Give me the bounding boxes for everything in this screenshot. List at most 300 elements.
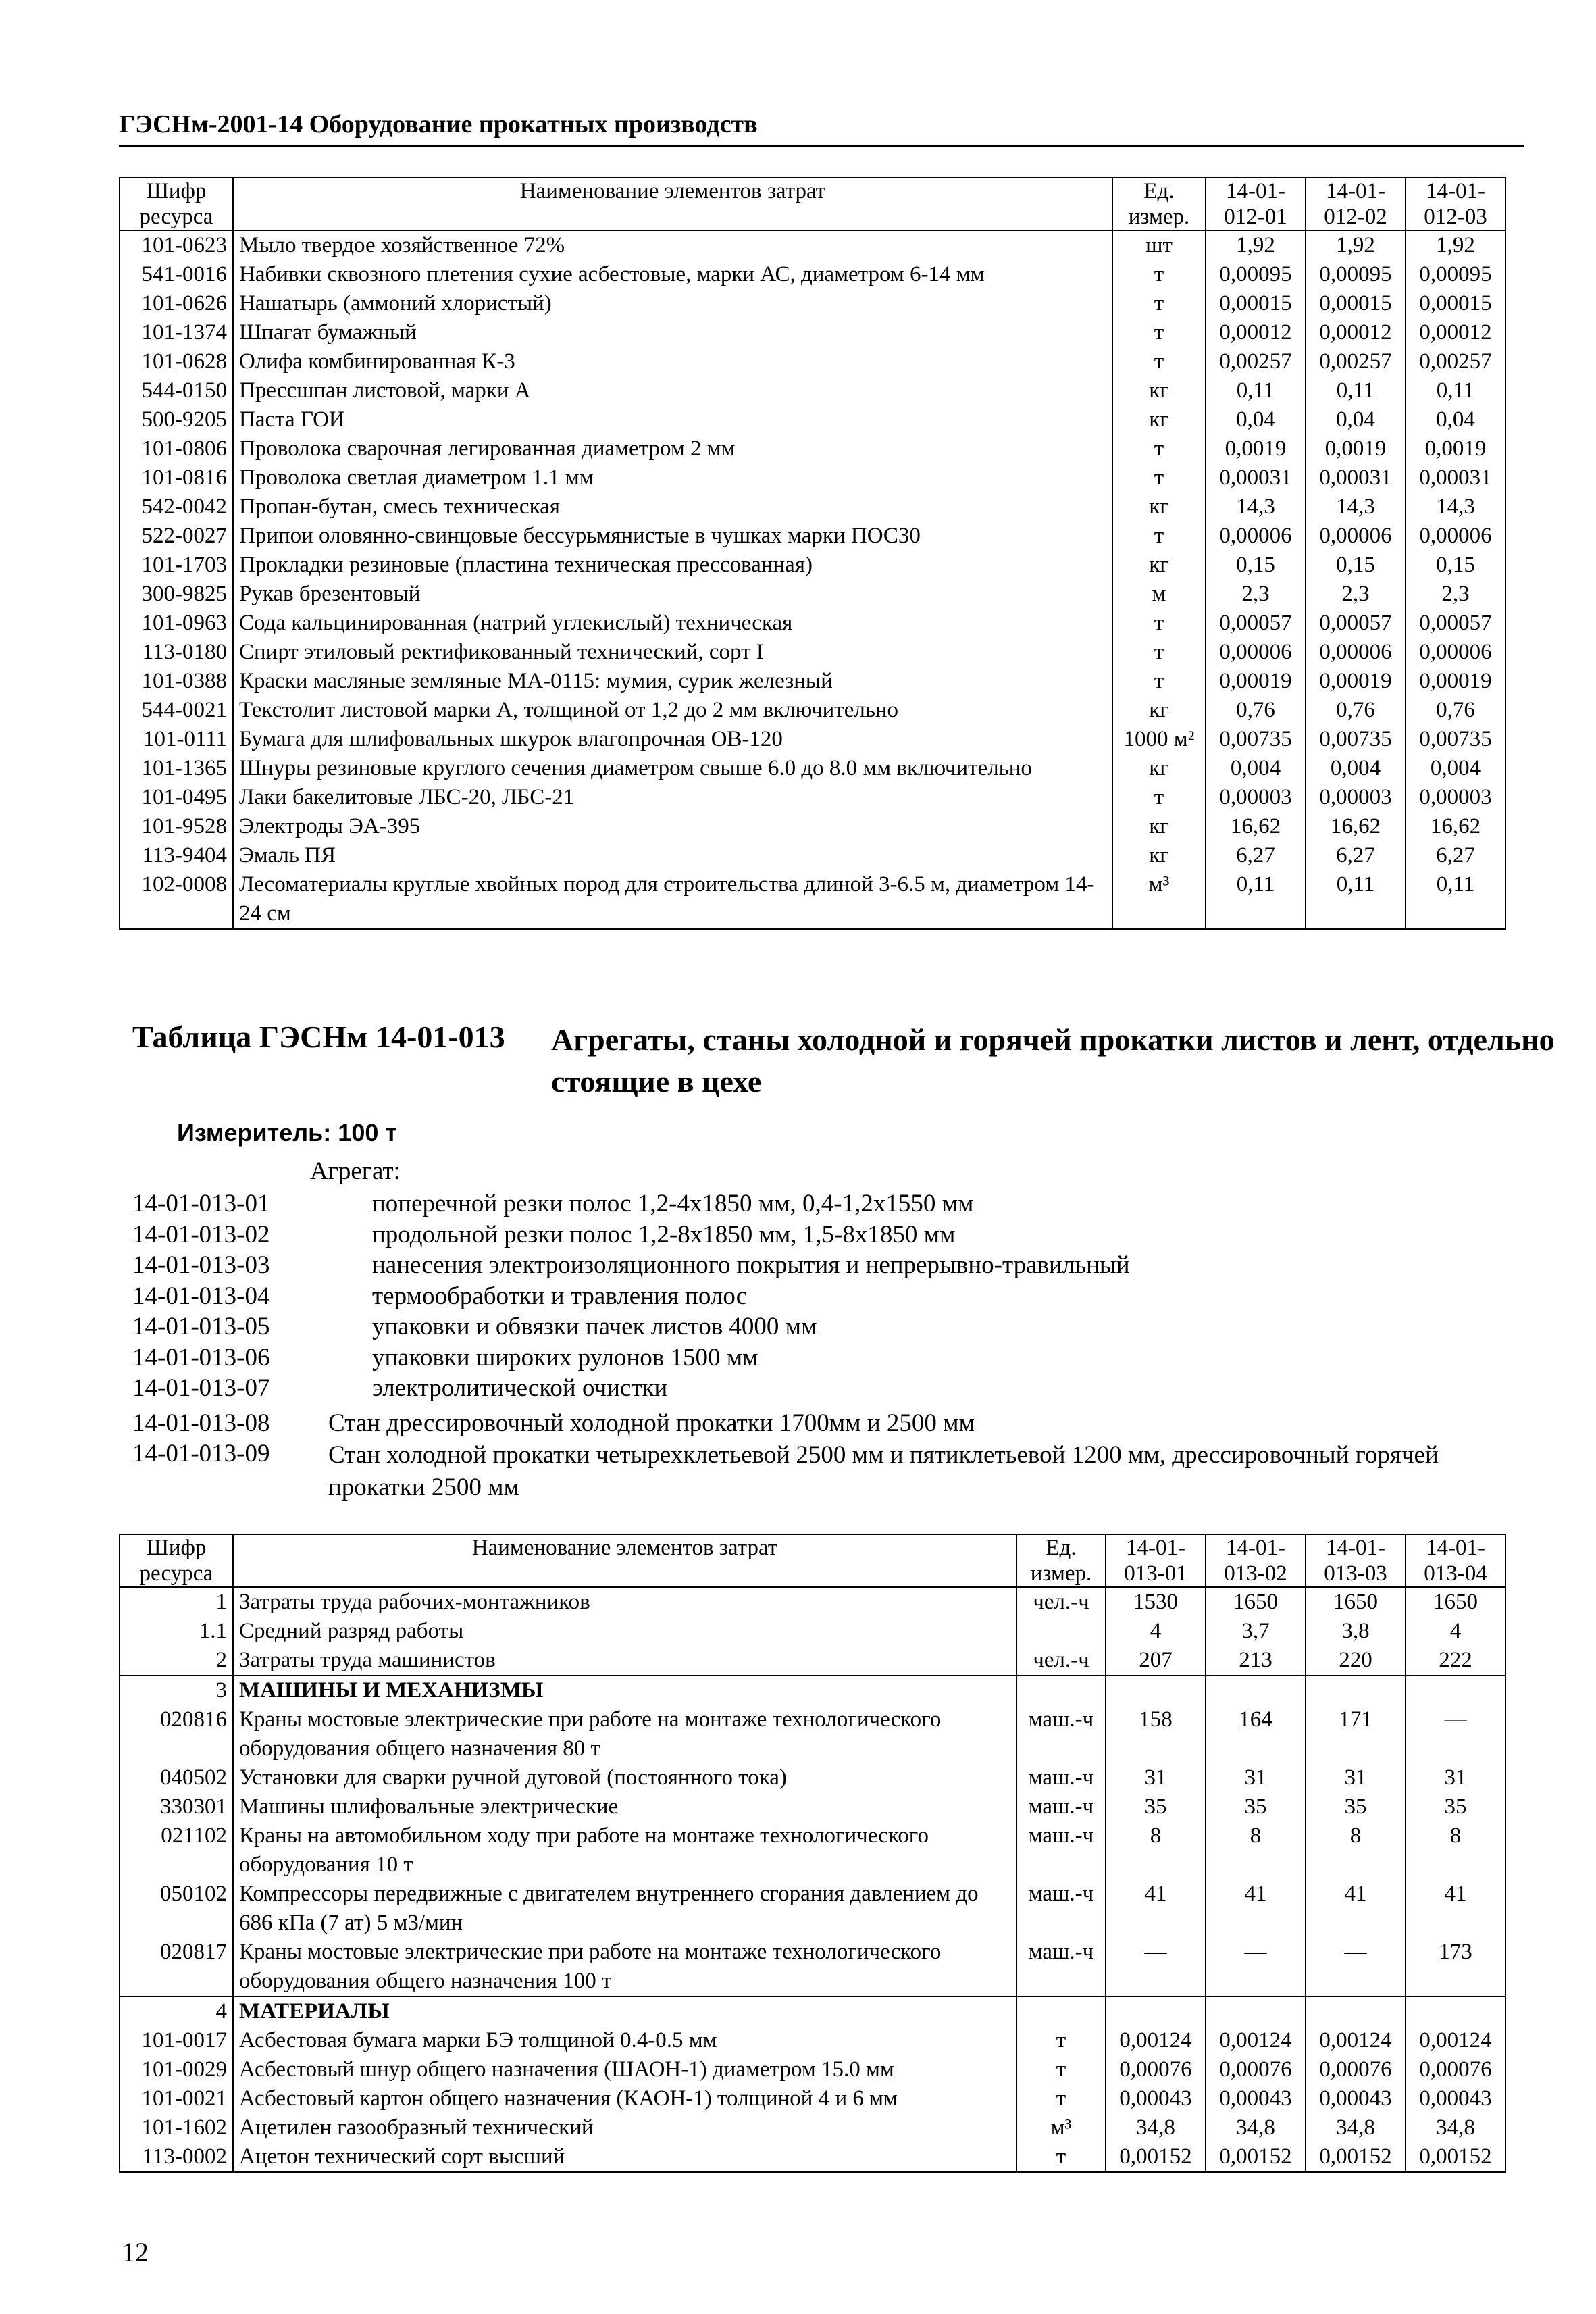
resource-code-cell: 101-9528 [120, 812, 233, 841]
table-row [120, 2084, 1505, 2113]
value-cell: 2,3 [1406, 580, 1505, 609]
value-cell: 0,00012 [1206, 318, 1306, 347]
column-header-013-03: 14-01-013-03 [1306, 1534, 1406, 1587]
value-cell: 173 [1406, 1938, 1505, 1996]
value-cell: 158 [1106, 1705, 1206, 1763]
value-cell: 0,00095 [1306, 260, 1406, 289]
unit-cell: т [1016, 2026, 1106, 2055]
resource-code-cell: 021102 [120, 1821, 233, 1880]
value-cell: 0,00124 [1206, 2026, 1306, 2055]
resource-name-cell: Электроды ЭА-395 [233, 812, 1112, 841]
code-list-description: поперечной резки полос 1,2-4х1850 мм, 0,4-1,2х1550 мм [372, 1190, 974, 1217]
value-cell: 0,00031 [1306, 463, 1406, 493]
resource-code-cell: 101-1703 [120, 551, 233, 580]
value-cell: 6,27 [1206, 841, 1306, 870]
unit-cell: т [1112, 289, 1206, 318]
table-row [120, 551, 1505, 580]
resource-name-cell: Набивки сквозного плетения сухие асбестовые, марки АС, диаметром 6-14 мм [233, 260, 1112, 289]
resource-code-cell: 2 [120, 1646, 233, 1676]
column-header-unit: Ед. измер. [1112, 178, 1206, 230]
value-cell: 31 [1106, 1763, 1206, 1792]
unit-cell: кг [1112, 841, 1206, 870]
value-cell: 0,11 [1306, 376, 1406, 405]
value-cell: 14,3 [1306, 493, 1406, 522]
unit-cell: кг [1112, 376, 1206, 405]
value-cell: 0,00015 [1406, 289, 1505, 318]
resource-code-cell: 020816 [120, 1705, 233, 1763]
unit-cell: шт [1112, 230, 1206, 260]
resource-name-cell: Краны мостовые электрические при работе на монтаже технологического оборудования общего назначения 80 т [233, 1705, 1016, 1763]
value-cell: 0,15 [1306, 551, 1406, 580]
resource-code-cell: 1.1 [120, 1617, 233, 1646]
table-row [120, 2142, 1505, 2172]
unit-cell: кг [1112, 812, 1206, 841]
column-header-013-01: 14-01-013-01 [1106, 1534, 1206, 1587]
value-cell: 0,00043 [1406, 2084, 1505, 2113]
value-cell: 8 [1406, 1821, 1505, 1880]
value-cell: 222 [1406, 1646, 1505, 1676]
value-cell: 0,04 [1306, 405, 1406, 434]
unit-cell [1016, 1996, 1106, 2026]
value-cell: 207 [1106, 1646, 1206, 1676]
table-row [120, 1763, 1505, 1792]
table-row [120, 347, 1505, 376]
table-row [120, 289, 1505, 318]
value-cell: 0,00152 [1406, 2142, 1505, 2172]
value-cell: 0,11 [1206, 870, 1306, 929]
column-header-unit: Ед. измер. [1016, 1534, 1106, 1587]
value-cell: 0,00095 [1206, 260, 1306, 289]
code-list-code: 14-01-013-04 [132, 1282, 270, 1310]
code-list-description: Стан холодной прокатки четырехклетьевой 2500 мм и пятиклетьевой 1200 мм, дрессировочный горячей прокатки 2500 мм [328, 1441, 1439, 1501]
value-cell: 0,00019 [1306, 667, 1406, 696]
resource-name-cell: Лаки бакелитовые ЛБС-20, ЛБС-21 [233, 783, 1112, 812]
value-cell: 0,76 [1406, 696, 1505, 725]
resource-name-cell: Спирт этиловый ректификованный технический, сорт I [233, 638, 1112, 667]
unit-cell: м³ [1112, 870, 1206, 929]
value-cell: 0,004 [1206, 754, 1306, 783]
resource-code-cell: 1 [120, 1587, 233, 1617]
value-cell: 34,8 [1206, 2113, 1306, 2142]
value-cell: 31 [1406, 1763, 1505, 1792]
resource-code-cell: 101-0628 [120, 347, 233, 376]
measure-line [177, 1119, 397, 1147]
value-cell: — [1306, 1938, 1406, 1996]
value-cell: 41 [1406, 1880, 1505, 1938]
code-list-code: 14-01-013-05 [132, 1313, 270, 1340]
value-cell: 0,00257 [1306, 347, 1406, 376]
resource-table-012 [119, 177, 1506, 930]
code-list-code: 14-01-013-01 [132, 1190, 270, 1217]
value-cell: 34,8 [1106, 2113, 1206, 2142]
value-cell [1106, 1676, 1206, 1705]
value-cell: 1,92 [1306, 230, 1406, 260]
unit-cell: т [1112, 434, 1206, 463]
code-list-description: продольной резки полос 1,2-8х1850 мм, 1,5-8х1850 мм [372, 1220, 956, 1249]
resource-name-cell: Прессшпан листовой, марки А [233, 376, 1112, 405]
resource-code-cell: 300-9825 [120, 580, 233, 609]
resource-name-cell: Проволока сварочная легированная диаметром 2 мм [233, 434, 1112, 463]
table-row [120, 696, 1505, 725]
value-cell: 0,04 [1406, 405, 1505, 434]
unit-cell: маш.-ч [1016, 1880, 1106, 1938]
resource-name-cell: Ацетон технический сорт высший [233, 2142, 1016, 2172]
value-cell: 14,3 [1406, 493, 1505, 522]
unit-cell: т [1112, 638, 1206, 667]
value-cell: 0,00006 [1206, 638, 1306, 667]
table-row [120, 405, 1505, 434]
column-header-012-01: 14-01-012-01 [1206, 178, 1306, 230]
resource-name-cell: Мыло твердое хозяйственное 72% [233, 230, 1112, 260]
value-cell: 0,00043 [1206, 2084, 1306, 2113]
value-cell [1106, 1996, 1206, 2026]
value-cell: 0,00057 [1206, 609, 1306, 638]
resource-code-cell: 4 [120, 1996, 233, 2026]
value-cell [1306, 1996, 1406, 2026]
value-cell: 2,3 [1306, 580, 1406, 609]
table-row [120, 493, 1505, 522]
resource-name-cell: Ацетилен газообразный технический [233, 2113, 1016, 2142]
value-cell: 31 [1206, 1763, 1306, 1792]
resource-name-cell: Текстолит листовой марки А, толщиной от 1,2 до 2 мм включительно [233, 696, 1112, 725]
value-cell: 0,15 [1206, 551, 1306, 580]
code-list-description: нанесения электроизоляционного покрытия и непрерывно-травильный [372, 1251, 1130, 1279]
value-cell: 1650 [1206, 1587, 1306, 1617]
column-header-013-04: 14-01-013-04 [1406, 1534, 1505, 1587]
value-cell: 0,00076 [1406, 2055, 1505, 2084]
resource-code-cell: 020817 [120, 1938, 233, 1996]
value-cell: 35 [1206, 1792, 1306, 1821]
value-cell: 0,00031 [1406, 463, 1505, 493]
table-row [120, 434, 1505, 463]
value-cell: 0,00003 [1306, 783, 1406, 812]
table-row [120, 1880, 1505, 1938]
table-row [120, 754, 1505, 783]
resource-code-cell: 101-0816 [120, 463, 233, 493]
value-cell: 0,00012 [1306, 318, 1406, 347]
value-cell [1206, 1676, 1306, 1705]
value-cell: 8 [1306, 1821, 1406, 1880]
resource-code-cell: 101-0626 [120, 289, 233, 318]
code-list-description: термообработки и травления полос [372, 1282, 748, 1310]
table-row [120, 783, 1505, 812]
unit-cell: т [1112, 260, 1206, 289]
page-number: 12 [122, 2237, 149, 2267]
table-row [120, 2026, 1505, 2055]
table-row [120, 1646, 1505, 1676]
table-header-row [120, 178, 1505, 230]
value-cell: — [1206, 1938, 1306, 1996]
resource-name-cell: Установки для сварки ручной дуговой (постоянного тока) [233, 1763, 1016, 1792]
code-list-description: упаковки широких рулонов 1500 мм [372, 1343, 758, 1372]
unit-cell: т [1112, 318, 1206, 347]
table-row [120, 1705, 1505, 1763]
table-row [120, 1676, 1505, 1705]
value-cell [1206, 1996, 1306, 2026]
unit-cell: кг [1112, 551, 1206, 580]
value-cell: 16,62 [1206, 812, 1306, 841]
resource-code-cell: 3 [120, 1676, 233, 1705]
value-cell: 41 [1306, 1880, 1406, 1938]
value-cell: 0,11 [1406, 376, 1505, 405]
value-cell: 3,8 [1306, 1617, 1406, 1646]
value-cell: 0,00152 [1106, 2142, 1206, 2172]
resource-name-cell: Олифа комбинированная К-3 [233, 347, 1112, 376]
code-list-code: 14-01-013-07 [132, 1374, 270, 1402]
value-cell: 0,0019 [1206, 434, 1306, 463]
resource-code-cell: 542-0042 [120, 493, 233, 522]
unit-cell: маш.-ч [1016, 1938, 1106, 1996]
value-cell: 8 [1106, 1821, 1206, 1880]
resource-name-cell: Асбестовый картон общего назначения (КАОН-1) толщиной 4 и 6 мм [233, 2084, 1016, 2113]
value-cell: 0,00012 [1406, 318, 1505, 347]
resource-name-cell: Пропан-бутан, смесь техническая [233, 493, 1112, 522]
resource-name-cell: Краны на автомобильном ходу при работе на монтаже технологического оборудования 10 т [233, 1821, 1016, 1880]
table-row [120, 1792, 1505, 1821]
code-list-code: 14-01-013-09 [132, 1440, 270, 1467]
table-row [120, 1821, 1505, 1880]
resource-name-cell: Асбестовая бумага марки БЭ толщиной 0.4-0.5 мм [233, 2026, 1016, 2055]
value-cell: 0,76 [1306, 696, 1406, 725]
table-row [120, 376, 1505, 405]
value-cell: 0,0019 [1306, 434, 1406, 463]
unit-cell: кг [1112, 405, 1206, 434]
unit-cell: т [1112, 522, 1206, 551]
code-list-description: электролитической очистки [372, 1374, 668, 1402]
resource-name-cell: Рукав брезентовый [233, 580, 1112, 609]
value-cell: 35 [1406, 1792, 1505, 1821]
value-cell: 0,00095 [1406, 260, 1505, 289]
resource-code-cell: 101-0021 [120, 2084, 233, 2113]
value-cell: 0,00057 [1306, 609, 1406, 638]
value-cell: 41 [1106, 1880, 1206, 1938]
unit-cell: т [1016, 2084, 1106, 2113]
value-cell: 34,8 [1406, 2113, 1505, 2142]
table-row [120, 318, 1505, 347]
value-cell: 31 [1306, 1763, 1406, 1792]
value-cell: 0,00124 [1106, 2026, 1206, 2055]
resource-code-cell: 101-0029 [120, 2055, 233, 2084]
unit-cell: т [1112, 783, 1206, 812]
code-list-code: 14-01-013-08 [132, 1409, 270, 1437]
unit-cell: 1000 м² [1112, 725, 1206, 754]
value-cell: 0,76 [1206, 696, 1306, 725]
value-cell: 0,00006 [1206, 522, 1306, 551]
unit-cell: м³ [1016, 2113, 1106, 2142]
value-cell: 0,00019 [1206, 667, 1306, 696]
value-cell: 0,004 [1406, 754, 1505, 783]
value-cell: 0,00019 [1406, 667, 1505, 696]
value-cell: 0,00043 [1306, 2084, 1406, 2113]
value-cell: 0,11 [1406, 870, 1505, 929]
measure-label: Измеритель: [177, 1119, 332, 1147]
value-cell: 6,27 [1306, 841, 1406, 870]
value-cell: 0,00006 [1406, 522, 1505, 551]
unit-cell: маш.-ч [1016, 1821, 1106, 1880]
table-row [120, 609, 1505, 638]
resource-table-013 [119, 1534, 1506, 2173]
resource-name-cell: Паста ГОИ [233, 405, 1112, 434]
value-cell: 16,62 [1406, 812, 1505, 841]
value-cell: 34,8 [1306, 2113, 1406, 2142]
code-list-description: упаковки и обвязки пачек листов 4000 мм [372, 1313, 817, 1340]
value-cell: 0,11 [1206, 376, 1306, 405]
unit-cell: кг [1112, 493, 1206, 522]
value-cell: 213 [1206, 1646, 1306, 1676]
resource-name-cell: Краны мостовые электрические при работе на монтаже технологического оборудования общего назначения 100 т [233, 1938, 1016, 1996]
value-cell: 6,27 [1406, 841, 1505, 870]
resource-code-cell: 040502 [120, 1763, 233, 1792]
value-cell: 1530 [1106, 1587, 1206, 1617]
value-cell: 0,00006 [1306, 522, 1406, 551]
value-cell: 0,00735 [1206, 725, 1306, 754]
code-list-intro: Агрегат: [310, 1157, 401, 1185]
value-cell: 0,00124 [1406, 2026, 1505, 2055]
value-cell: 3,7 [1206, 1617, 1306, 1646]
value-cell: 4 [1406, 1617, 1505, 1646]
value-cell: 171 [1306, 1705, 1406, 1763]
value-cell: 1,92 [1206, 230, 1306, 260]
value-cell: 0,15 [1406, 551, 1505, 580]
resource-name-cell: Шнуры резиновые круглого сечения диаметром свыше 6.0 до 8.0 мм включительно [233, 754, 1112, 783]
resource-name-cell: Средний разряд работы [233, 1617, 1016, 1646]
code-list-description: Стан дрессировочный холодной прокатки 1700мм и 2500 мм [328, 1409, 975, 1437]
resource-name-cell: Затраты труда машинистов [233, 1646, 1016, 1676]
value-cell [1406, 1996, 1505, 2026]
unit-cell: т [1112, 667, 1206, 696]
value-cell: — [1106, 1938, 1206, 1996]
value-cell: 0,00006 [1306, 638, 1406, 667]
unit-cell: т [1016, 2142, 1106, 2172]
value-cell: 0,11 [1306, 870, 1406, 929]
resource-code-cell: 541-0016 [120, 260, 233, 289]
value-cell: 0,00043 [1106, 2084, 1206, 2113]
table-row [120, 870, 1505, 929]
resource-code-cell: 050102 [120, 1880, 233, 1938]
value-cell: 0,00057 [1406, 609, 1505, 638]
table-row [120, 522, 1505, 551]
unit-cell: т [1112, 463, 1206, 493]
resource-name-cell: Нашатырь (аммоний хлористый) [233, 289, 1112, 318]
value-cell: 0,004 [1306, 754, 1406, 783]
value-cell: 0,00735 [1306, 725, 1406, 754]
value-cell [1406, 1676, 1505, 1705]
table-row [120, 580, 1505, 609]
resource-code-cell: 101-0017 [120, 2026, 233, 2055]
column-header-code: Шифр ресурса [120, 1534, 233, 1587]
resource-code-cell: 102-0008 [120, 870, 233, 929]
unit-cell: маш.-ч [1016, 1792, 1106, 1821]
table-title-label: Таблица ГЭСНм 14-01-013 [132, 1020, 505, 1054]
resource-code-cell: 544-0021 [120, 696, 233, 725]
column-header-code: Шифр ресурса [120, 178, 233, 230]
value-cell: 2,3 [1206, 580, 1306, 609]
resource-name-cell: Асбестовый шнур общего назначения (ШАОН-1) диаметром 15.0 мм [233, 2055, 1016, 2084]
unit-cell: т [1112, 609, 1206, 638]
resource-name-cell: МАТЕРИАЛЫ [233, 1996, 1016, 2026]
value-cell: 0,00124 [1306, 2026, 1406, 2055]
resource-code-cell: 113-0002 [120, 2142, 233, 2172]
resource-name-cell: Шпагат бумажный [233, 318, 1112, 347]
table-row [120, 1996, 1505, 2026]
column-header-name: Наименование элементов затрат [233, 1534, 1016, 1587]
resource-name-cell: МАШИНЫ И МЕХАНИЗМЫ [233, 1676, 1016, 1705]
resource-code-cell: 101-0623 [120, 230, 233, 260]
value-cell: 0,04 [1206, 405, 1306, 434]
unit-cell: маш.-ч [1016, 1763, 1106, 1792]
column-header-012-03: 14-01-012-03 [1406, 178, 1505, 230]
table-header-row [120, 1534, 1505, 1587]
column-header-012-02: 14-01-012-02 [1306, 178, 1406, 230]
value-cell: 0,00076 [1106, 2055, 1206, 2084]
resource-name-cell: Машины шлифовальные электрические [233, 1792, 1016, 1821]
column-header-name: Наименование элементов затрат [233, 178, 1112, 230]
table-row [120, 667, 1505, 696]
value-cell: 35 [1106, 1792, 1206, 1821]
value-cell: 16,62 [1306, 812, 1406, 841]
resource-code-cell: 101-0388 [120, 667, 233, 696]
resource-name-cell: Краски масляные земляные МА-0115: мумия, сурик железный [233, 667, 1112, 696]
value-cell [1306, 1676, 1406, 1705]
value-cell: 35 [1306, 1792, 1406, 1821]
value-cell: 1650 [1406, 1587, 1505, 1617]
resource-code-cell: 544-0150 [120, 376, 233, 405]
table-row [120, 2113, 1505, 2142]
table-title-text: Агрегаты, станы холодной и горячей прокатки листов и лент, отдельно стоящие в цехе [551, 1022, 1555, 1099]
resource-name-cell: Затраты труда рабочих-монтажников [233, 1587, 1016, 1617]
unit-cell: т [1016, 2055, 1106, 2084]
resource-code-cell: 101-0495 [120, 783, 233, 812]
unit-cell: кг [1112, 696, 1206, 725]
value-cell: 220 [1306, 1646, 1406, 1676]
unit-cell: кг [1112, 754, 1206, 783]
unit-cell: маш.-ч [1016, 1705, 1106, 1763]
table-row [120, 638, 1505, 667]
resource-name-cell: Компрессоры передвижные с двигателем внутреннего сгорания давлением до 686 кПа (7 ат) 5 м3/мин [233, 1880, 1016, 1938]
resource-code-cell: 500-9205 [120, 405, 233, 434]
value-cell: 0,00152 [1306, 2142, 1406, 2172]
resource-name-cell: Припои оловянно-свинцовые бессурьмянистые в чушках марки ПОС30 [233, 522, 1112, 551]
resource-code-cell: 101-1374 [120, 318, 233, 347]
value-cell: 0,00015 [1206, 289, 1306, 318]
value-cell: — [1406, 1705, 1505, 1763]
unit-cell: чел.-ч [1016, 1646, 1106, 1676]
unit-cell: чел.-ч [1016, 1587, 1106, 1617]
resource-code-cell: 113-9404 [120, 841, 233, 870]
resource-name-cell: Сода кальцинированная (натрий углекислый) техническая [233, 609, 1112, 638]
value-cell: 41 [1206, 1880, 1306, 1938]
value-cell: 0,00003 [1206, 783, 1306, 812]
resource-code-cell: 101-0806 [120, 434, 233, 463]
table-row [120, 1617, 1505, 1646]
resource-code-cell: 101-1602 [120, 2113, 233, 2142]
table-row [120, 725, 1505, 754]
value-cell: 0,00257 [1206, 347, 1306, 376]
table-row [120, 463, 1505, 493]
table-row [120, 841, 1505, 870]
value-cell: 0,0019 [1406, 434, 1505, 463]
resource-name-cell: Эмаль ПЯ [233, 841, 1112, 870]
value-cell: 0,00152 [1206, 2142, 1306, 2172]
table-row [120, 2055, 1505, 2084]
resource-code-cell: 522-0027 [120, 522, 233, 551]
resource-code-cell: 113-0180 [120, 638, 233, 667]
table-row [120, 230, 1505, 260]
value-cell: 0,00076 [1206, 2055, 1306, 2084]
value-cell: 164 [1206, 1705, 1306, 1763]
value-cell: 0,00257 [1406, 347, 1505, 376]
resource-code-cell: 101-0111 [120, 725, 233, 754]
